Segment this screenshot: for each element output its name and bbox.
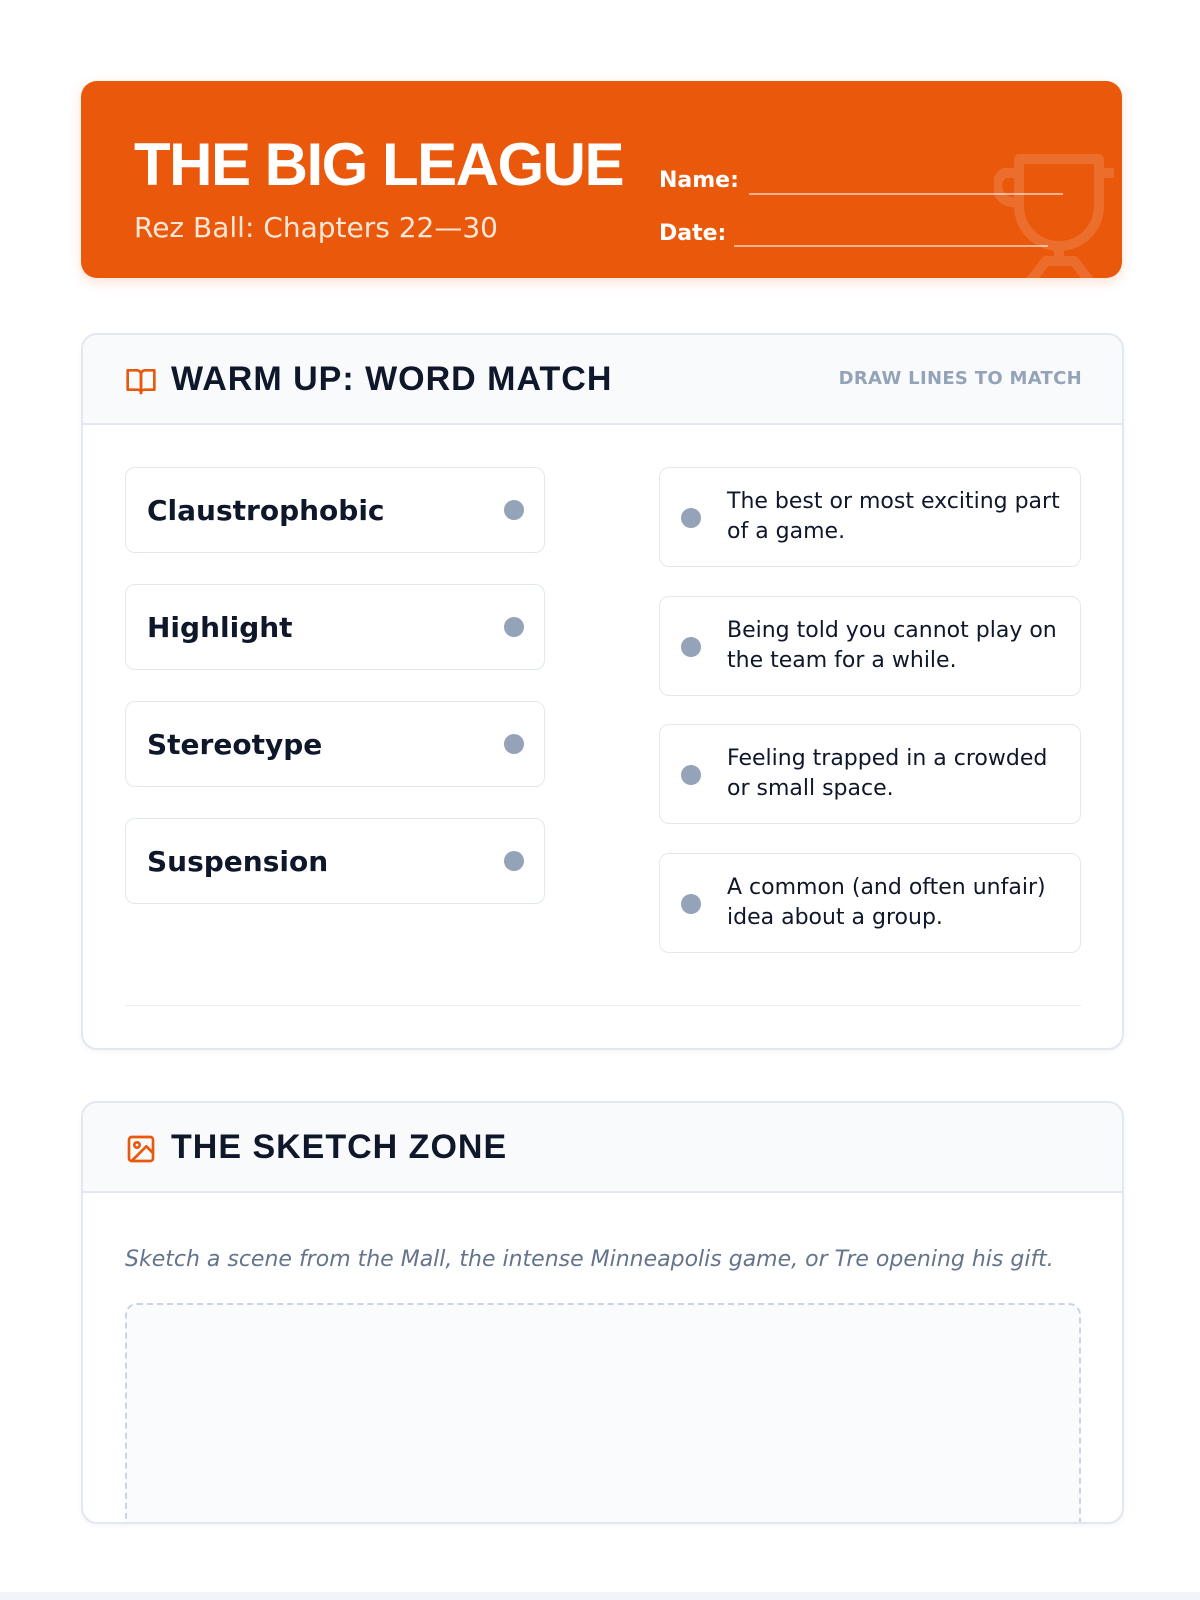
match-definition-text: The best or most exciting part of a game. [727,489,1060,544]
match-dot[interactable] [504,617,524,637]
book-open-icon [125,365,157,397]
page-subtitle: Rez Ball: Chapters 22—30 [134,211,498,244]
match-dot[interactable] [504,500,524,520]
match-definition-3[interactable] [659,724,1081,824]
sketch-drawing-area[interactable] [125,1303,1081,1524]
page-bottom-edge [0,1592,1200,1600]
divider [125,1005,1081,1006]
sketch-card [81,1101,1124,1524]
match-dot[interactable] [681,637,701,657]
image-icon [125,1133,157,1165]
match-word-label: Claustrophobic [147,494,385,527]
sketch-instruction: Sketch a scene from the Mall, the intense Minneapolis game, or Tre opening his gift. [125,1247,1054,1272]
match-definition-text: Feeling trapped in a crowded or small space. [727,746,1048,801]
trophy-icon [994,151,1114,278]
match-dot[interactable] [504,851,524,871]
match-definition-text: A common (and often unfair) idea about a group. [727,875,1046,930]
name-label: Name: [659,168,739,193]
match-definition-text: Being told you cannot play on the team for a while. [727,618,1057,673]
match-dot[interactable] [681,508,701,528]
match-dot[interactable] [681,765,701,785]
match-definition-2[interactable] [659,596,1081,696]
warmup-card [81,333,1124,1050]
warmup-hint: DRAW LINES TO MATCH [838,368,1082,389]
match-definition-1[interactable] [659,467,1081,567]
match-word-label: Stereotype [147,728,323,761]
match-word-4[interactable] [125,818,545,904]
worksheet-header [81,81,1122,278]
match-word-1[interactable] [125,467,545,553]
warmup-title: WARM UP: WORD MATCH [171,360,613,398]
match-word-2[interactable] [125,584,545,670]
match-word-3[interactable] [125,701,545,787]
page-title: THE BIG LEAGUE [134,131,624,198]
warmup-card-header [83,335,1122,425]
match-dot[interactable] [681,894,701,914]
sketch-title: THE SKETCH ZONE [171,1128,508,1166]
match-definition-4[interactable] [659,853,1081,953]
match-word-label: Suspension [147,845,329,878]
date-label: Date: [659,221,727,246]
sketch-card-header [83,1103,1122,1193]
match-dot[interactable] [504,734,524,754]
match-word-label: Highlight [147,611,293,644]
